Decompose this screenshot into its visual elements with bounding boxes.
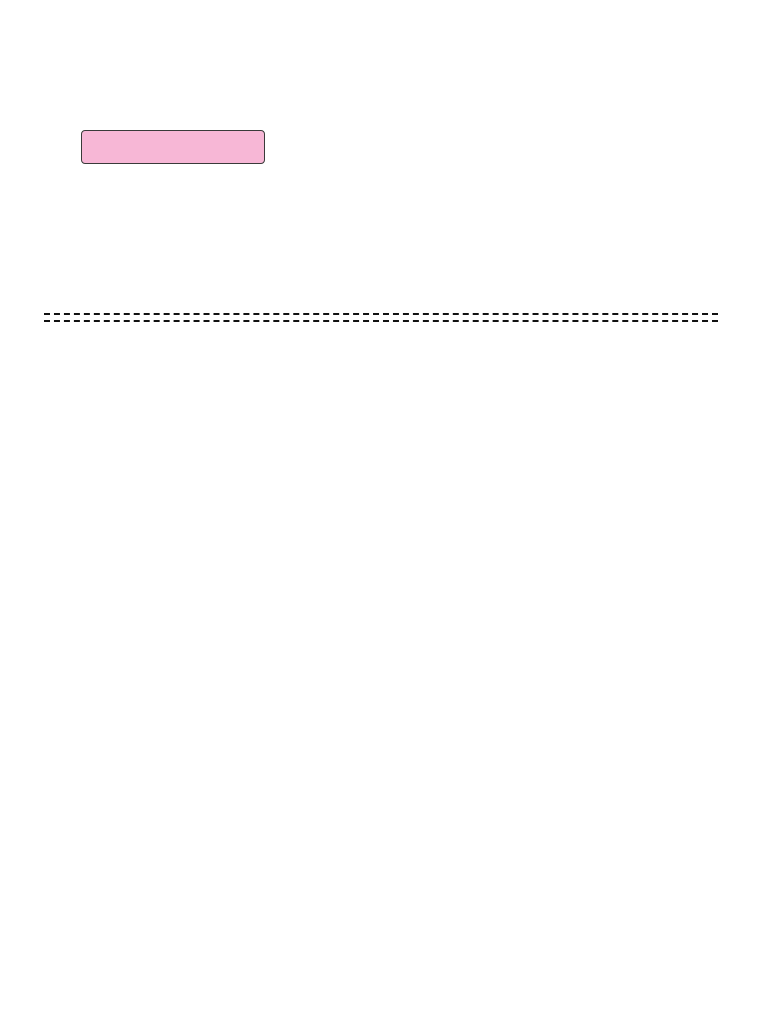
official-stamp [81, 130, 265, 164]
separator-line [44, 320, 718, 322]
separator-line [44, 313, 718, 315]
